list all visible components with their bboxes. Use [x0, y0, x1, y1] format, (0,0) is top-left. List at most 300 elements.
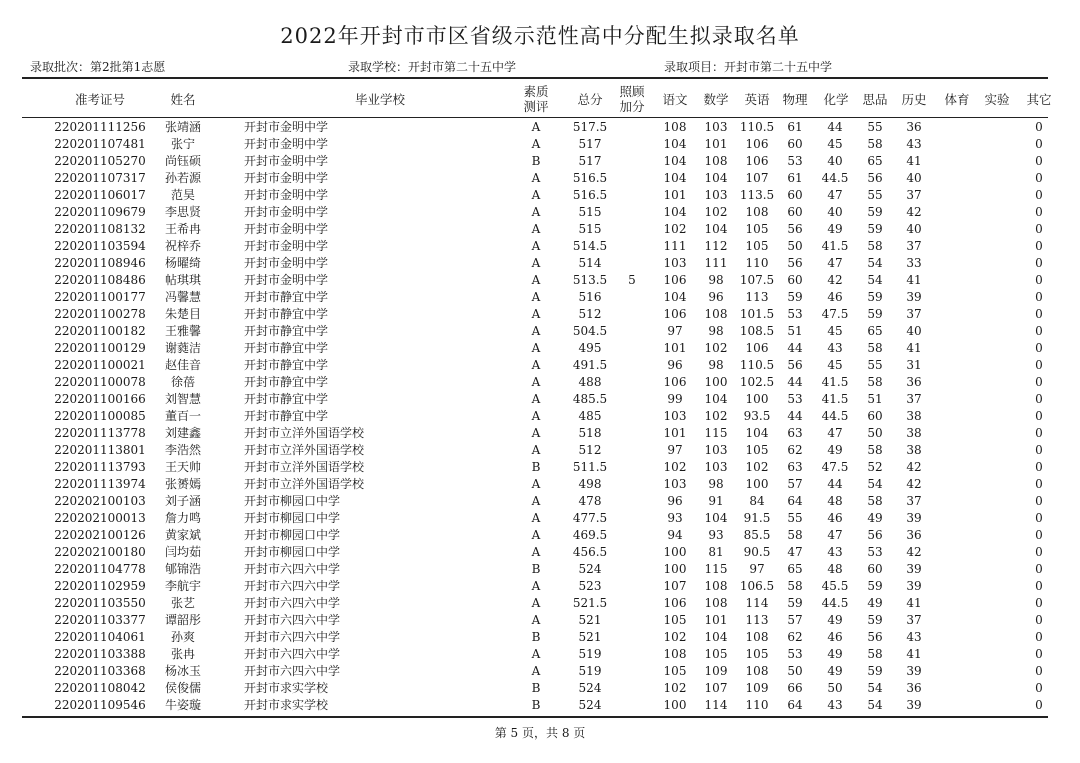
- cell-history: 40: [906, 222, 922, 236]
- cell-bonus: [616, 391, 648, 408]
- cell-total: 517: [578, 154, 602, 168]
- header-lab: 实验: [984, 92, 1010, 107]
- cell-quality: A: [531, 443, 541, 457]
- cell-id: 220201103377: [54, 613, 146, 627]
- cell-total: 517: [578, 137, 602, 151]
- table-row: [0, 119, 1080, 136]
- cell-total: 512: [578, 307, 602, 321]
- cell-physics: 47: [787, 545, 803, 559]
- cell-chinese: 102: [663, 681, 687, 695]
- cell-id: 220201103388: [54, 647, 146, 661]
- cell-pe: [940, 646, 974, 663]
- cell-other: 0: [1035, 120, 1043, 134]
- cell-math: 107: [704, 681, 728, 695]
- table-row: [0, 408, 1080, 425]
- table-row: [0, 187, 1080, 204]
- cell-quality: B: [531, 630, 541, 644]
- cell-chemistry: 49: [827, 647, 843, 661]
- cell-lab: [980, 153, 1014, 170]
- cell-bonus: [616, 697, 648, 714]
- cell-chinese: 103: [663, 409, 687, 423]
- cell-quality: A: [531, 579, 541, 593]
- cell-id: 220201109546: [54, 698, 146, 712]
- cell-bonus: [616, 646, 648, 663]
- cell-lab: [980, 595, 1014, 612]
- cell-total: 513.5: [572, 273, 608, 287]
- cell-id: 220201103550: [54, 596, 146, 610]
- cell-chinese: 105: [663, 664, 687, 678]
- cell-history: 40: [906, 324, 922, 338]
- cell-name: 徐蓓: [170, 375, 195, 389]
- cell-id: 220201108486: [54, 273, 146, 287]
- table-row: [0, 459, 1080, 476]
- cell-other: 0: [1035, 426, 1043, 440]
- cell-other: 0: [1035, 188, 1043, 202]
- cell-chinese: 100: [663, 545, 687, 559]
- cell-pe: [940, 323, 974, 340]
- header-history: 历史: [901, 92, 927, 107]
- header-quality: [520, 84, 552, 116]
- table-bottom-rule: [22, 716, 1048, 718]
- cell-quality: A: [531, 375, 541, 389]
- cell-lab: [980, 306, 1014, 323]
- cell-quality: A: [531, 171, 541, 185]
- cell-politics: 58: [867, 494, 883, 508]
- cell-history: 43: [906, 137, 922, 151]
- cell-physics: 61: [787, 171, 803, 185]
- cell-math: 108: [704, 307, 728, 321]
- cell-history: 42: [906, 545, 922, 559]
- cell-pe: [940, 238, 974, 255]
- cell-history: 33: [906, 256, 922, 270]
- cell-quality: A: [531, 545, 541, 559]
- cell-english: 108: [745, 630, 769, 644]
- cell-lab: [980, 272, 1014, 289]
- cell-other: 0: [1035, 358, 1043, 372]
- cell-pe: [940, 476, 974, 493]
- cell-chemistry: 49: [827, 664, 843, 678]
- cell-history: 41: [906, 273, 922, 287]
- cell-math: 105: [704, 647, 728, 661]
- cell-chemistry: 45: [827, 137, 843, 151]
- cell-name: 张赟嫣: [164, 477, 201, 491]
- cell-math: 104: [704, 630, 728, 644]
- cell-chinese: 106: [663, 596, 687, 610]
- cell-bonus: 5: [628, 273, 636, 287]
- admission-project: 录取项目：开封市第二十五中学: [664, 60, 833, 74]
- cell-quality: B: [531, 460, 541, 474]
- cell-chinese: 94: [667, 528, 683, 542]
- cell-chemistry: 50: [827, 681, 843, 695]
- header-bonus-line1: 照顾: [619, 84, 645, 99]
- header-school: 毕业学校: [354, 92, 405, 107]
- cell-english: 110: [745, 256, 769, 270]
- cell-pe: [940, 544, 974, 561]
- cell-bonus: [616, 221, 648, 238]
- cell-bonus: [616, 561, 648, 578]
- table-row: [0, 323, 1080, 340]
- cell-physics: 61: [787, 120, 803, 134]
- cell-pe: [940, 425, 974, 442]
- cell-english: 110.5: [739, 358, 775, 372]
- header-bonus: [616, 84, 648, 116]
- cell-politics: 65: [867, 154, 883, 168]
- table-row: [0, 544, 1080, 561]
- cell-physics: 60: [787, 205, 803, 219]
- cell-lab: [980, 255, 1014, 272]
- cell-pe: [940, 119, 974, 136]
- cell-school: 开封市六四六中学: [244, 630, 341, 644]
- cell-chemistry: 49: [827, 443, 843, 457]
- cell-chemistry: 44.5: [821, 596, 849, 610]
- cell-physics: 60: [787, 137, 803, 151]
- cell-name: 王希冉: [164, 222, 201, 236]
- cell-school: 开封市静宜中学: [244, 307, 329, 321]
- cell-english: 113: [745, 613, 769, 627]
- cell-id: 220201113793: [54, 460, 146, 474]
- cell-other: 0: [1035, 579, 1043, 593]
- cell-school: 开封市金明中学: [244, 256, 329, 270]
- cell-name: 王天帅: [164, 460, 201, 474]
- cell-politics: 59: [867, 579, 883, 593]
- cell-politics: 56: [867, 630, 883, 644]
- cell-lab: [980, 646, 1014, 663]
- cell-quality: A: [531, 307, 541, 321]
- cell-bonus: [616, 204, 648, 221]
- cell-name: 孙爽: [170, 630, 195, 644]
- cell-math: 101: [704, 137, 728, 151]
- cell-math: 111: [704, 256, 728, 270]
- cell-lab: [980, 663, 1014, 680]
- cell-school: 开封市静宜中学: [244, 375, 329, 389]
- cell-chemistry: 45: [827, 358, 843, 372]
- header-quality-line2: 测评: [523, 99, 549, 114]
- cell-politics: 58: [867, 647, 883, 661]
- cell-name: 李思贤: [164, 205, 201, 219]
- cell-math: 93: [708, 528, 724, 542]
- cell-id: 220201107481: [54, 137, 146, 151]
- cell-physics: 57: [787, 477, 803, 491]
- cell-history: 36: [906, 120, 922, 134]
- cell-chemistry: 40: [827, 154, 843, 168]
- cell-id: 220201103594: [54, 239, 146, 253]
- cell-lab: [980, 187, 1014, 204]
- cell-lab: [980, 357, 1014, 374]
- cell-quality: A: [531, 664, 541, 678]
- cell-name: 李航宇: [164, 579, 201, 593]
- cell-history: 43: [906, 630, 922, 644]
- cell-lab: [980, 561, 1014, 578]
- cell-politics: 59: [867, 205, 883, 219]
- cell-chinese: 103: [663, 477, 687, 491]
- cell-pe: [940, 153, 974, 170]
- cell-physics: 56: [787, 358, 803, 372]
- cell-other: 0: [1035, 528, 1043, 542]
- cell-english: 102: [745, 460, 769, 474]
- cell-id: 220201100078: [54, 375, 146, 389]
- cell-pe: [940, 527, 974, 544]
- cell-id: 220201100166: [54, 392, 146, 406]
- cell-total: 477.5: [572, 511, 608, 525]
- cell-chinese: 99: [667, 392, 683, 406]
- table-row: [0, 425, 1080, 442]
- cell-physics: 63: [787, 426, 803, 440]
- cell-name: 詹力鸣: [164, 511, 201, 525]
- table-row: [0, 680, 1080, 697]
- cell-math: 103: [704, 120, 728, 134]
- cell-other: 0: [1035, 256, 1043, 270]
- table-row: [0, 612, 1080, 629]
- cell-physics: 62: [787, 443, 803, 457]
- cell-chemistry: 49: [827, 613, 843, 627]
- cell-total: 478: [578, 494, 602, 508]
- cell-english: 102.5: [739, 375, 775, 389]
- cell-politics: 55: [867, 188, 883, 202]
- cell-total: 521.5: [572, 596, 608, 610]
- cell-history: 40: [906, 171, 922, 185]
- cell-politics: 55: [867, 120, 883, 134]
- cell-bonus: [616, 238, 648, 255]
- cell-pe: [940, 493, 974, 510]
- cell-id: 220202100103: [54, 494, 146, 508]
- table-row: [0, 374, 1080, 391]
- cell-history: 36: [906, 528, 922, 542]
- table-row: [0, 561, 1080, 578]
- cell-bonus: [616, 306, 648, 323]
- cell-pe: [940, 272, 974, 289]
- cell-school: 开封市金明中学: [244, 171, 329, 185]
- cell-chinese: 104: [663, 290, 687, 304]
- cell-chemistry: 41.5: [821, 239, 849, 253]
- cell-physics: 64: [787, 698, 803, 712]
- cell-physics: 44: [787, 375, 803, 389]
- admission-school: 录取学校：开封市第二十五中学: [348, 60, 517, 74]
- cell-politics: 52: [867, 460, 883, 474]
- cell-bonus: [616, 612, 648, 629]
- cell-politics: 56: [867, 171, 883, 185]
- cell-bonus: [616, 119, 648, 136]
- cell-math: 112: [704, 239, 728, 253]
- table-top-rule: [22, 77, 1048, 79]
- cell-school: 开封市金明中学: [244, 137, 329, 151]
- cell-politics: 54: [867, 273, 883, 287]
- cell-chemistry: 43: [827, 545, 843, 559]
- cell-politics: 59: [867, 613, 883, 627]
- cell-chinese: 100: [663, 562, 687, 576]
- header-math: 数学: [703, 92, 729, 107]
- cell-name: 黄家斌: [164, 528, 201, 542]
- cell-physics: 60: [787, 273, 803, 287]
- cell-bonus: [616, 578, 648, 595]
- cell-total: 485.5: [572, 392, 608, 406]
- cell-other: 0: [1035, 205, 1043, 219]
- cell-other: 0: [1035, 341, 1043, 355]
- cell-name: 谢蕤洁: [164, 341, 201, 355]
- table-row: [0, 629, 1080, 646]
- cell-quality: A: [531, 188, 541, 202]
- cell-math: 102: [704, 341, 728, 355]
- cell-politics: 54: [867, 681, 883, 695]
- cell-school: 开封市静宜中学: [244, 409, 329, 423]
- cell-politics: 65: [867, 324, 883, 338]
- cell-school: 开封市立洋外国语学校: [244, 426, 365, 440]
- cell-lab: [980, 527, 1014, 544]
- document-title: 2022年开封市市区省级示范性高中分配生拟录取名单: [280, 24, 800, 48]
- cell-physics: 44: [787, 341, 803, 355]
- cell-math: 101: [704, 613, 728, 627]
- cell-history: 31: [906, 358, 922, 372]
- cell-quality: B: [531, 681, 541, 695]
- cell-id: 220201106017: [54, 188, 146, 202]
- cell-chinese: 107: [663, 579, 687, 593]
- cell-name: 王雅馨: [164, 324, 201, 338]
- cell-chemistry: 44.5: [821, 171, 849, 185]
- cell-total: 514.5: [572, 239, 608, 253]
- cell-physics: 60: [787, 188, 803, 202]
- cell-id: 220201100129: [54, 341, 146, 355]
- cell-name: 张冉: [170, 647, 195, 661]
- cell-lab: [980, 136, 1014, 153]
- cell-politics: 54: [867, 698, 883, 712]
- cell-english: 107: [745, 171, 769, 185]
- cell-name: 孙若源: [164, 171, 201, 185]
- cell-politics: 58: [867, 375, 883, 389]
- cell-id: 220201109679: [54, 205, 146, 219]
- cell-quality: A: [531, 392, 541, 406]
- cell-chinese: 104: [663, 137, 687, 151]
- cell-english: 93.5: [743, 409, 771, 423]
- cell-quality: B: [531, 154, 541, 168]
- cell-school: 开封市立洋外国语学校: [244, 477, 365, 491]
- cell-school: 开封市金明中学: [244, 188, 329, 202]
- cell-total: 515: [578, 222, 602, 236]
- cell-total: 469.5: [572, 528, 608, 542]
- cell-quality: A: [531, 137, 541, 151]
- cell-other: 0: [1035, 222, 1043, 236]
- cell-math: 98: [708, 324, 724, 338]
- admission-batch: 录取批次：第2批第1志愿: [30, 60, 166, 74]
- cell-physics: 57: [787, 613, 803, 627]
- cell-history: 42: [906, 477, 922, 491]
- cell-name: 张靖涵: [164, 120, 201, 134]
- cell-english: 105: [745, 647, 769, 661]
- cell-name: 郇锦浩: [164, 562, 201, 576]
- cell-quality: A: [531, 273, 541, 287]
- cell-other: 0: [1035, 545, 1043, 559]
- cell-school: 开封市六四六中学: [244, 596, 341, 610]
- cell-chemistry: 47: [827, 528, 843, 542]
- cell-other: 0: [1035, 460, 1043, 474]
- cell-other: 0: [1035, 137, 1043, 151]
- cell-school: 开封市金明中学: [244, 120, 329, 134]
- cell-physics: 53: [787, 647, 803, 661]
- cell-school: 开封市立洋外国语学校: [244, 443, 365, 457]
- cell-history: 37: [906, 188, 922, 202]
- cell-school: 开封市立洋外国语学校: [244, 460, 365, 474]
- cell-chemistry: 48: [827, 494, 843, 508]
- cell-lab: [980, 204, 1014, 221]
- cell-bonus: [616, 289, 648, 306]
- cell-school: 开封市六四六中学: [244, 562, 341, 576]
- cell-name: 刘建鑫: [164, 426, 201, 440]
- cell-quality: A: [531, 613, 541, 627]
- cell-physics: 59: [787, 596, 803, 610]
- cell-math: 104: [704, 511, 728, 525]
- cell-math: 115: [704, 426, 728, 440]
- cell-english: 105: [745, 239, 769, 253]
- cell-chinese: 102: [663, 222, 687, 236]
- cell-school: 开封市金明中学: [244, 239, 329, 253]
- cell-bonus: [616, 323, 648, 340]
- cell-other: 0: [1035, 409, 1043, 423]
- cell-physics: 62: [787, 630, 803, 644]
- cell-chemistry: 45.5: [821, 579, 849, 593]
- cell-other: 0: [1035, 392, 1043, 406]
- cell-total: 514: [578, 256, 602, 270]
- cell-other: 0: [1035, 562, 1043, 576]
- cell-english: 110: [745, 698, 769, 712]
- cell-quality: A: [531, 596, 541, 610]
- table-row: [0, 204, 1080, 221]
- cell-english: 85.5: [743, 528, 771, 542]
- cell-name: 谭韶彤: [164, 613, 201, 627]
- table-row: [0, 493, 1080, 510]
- cell-lab: [980, 391, 1014, 408]
- cell-english: 106: [745, 341, 769, 355]
- cell-name: 刘智慧: [164, 392, 201, 406]
- cell-id: 220202100126: [54, 528, 146, 542]
- cell-other: 0: [1035, 443, 1043, 457]
- cell-bonus: [616, 374, 648, 391]
- cell-quality: A: [531, 528, 541, 542]
- cell-chemistry: 46: [827, 630, 843, 644]
- cell-chemistry: 44: [827, 120, 843, 134]
- cell-total: 495: [578, 341, 602, 355]
- cell-history: 41: [906, 341, 922, 355]
- cell-total: 504.5: [572, 324, 608, 338]
- cell-history: 38: [906, 426, 922, 440]
- cell-total: 515: [578, 205, 602, 219]
- cell-math: 81: [708, 545, 724, 559]
- header-id: 准考证号: [74, 92, 125, 107]
- table-row: [0, 510, 1080, 527]
- cell-quality: A: [531, 511, 541, 525]
- cell-id: 220201100278: [54, 307, 146, 321]
- cell-other: 0: [1035, 647, 1043, 661]
- cell-name: 侯俊儒: [164, 681, 201, 695]
- cell-name: 杨曜绮: [164, 256, 201, 270]
- cell-total: 491.5: [572, 358, 608, 372]
- cell-pe: [940, 442, 974, 459]
- cell-chinese: 111: [663, 239, 687, 253]
- cell-english: 100: [745, 477, 769, 491]
- cell-other: 0: [1035, 613, 1043, 627]
- table-row: [0, 663, 1080, 680]
- cell-math: 103: [704, 188, 728, 202]
- cell-quality: A: [531, 205, 541, 219]
- cell-physics: 55: [787, 511, 803, 525]
- cell-history: 36: [906, 375, 922, 389]
- cell-math: 104: [704, 222, 728, 236]
- cell-english: 106.5: [739, 579, 775, 593]
- cell-chemistry: 40: [827, 205, 843, 219]
- cell-politics: 50: [867, 426, 883, 440]
- cell-id: 220201104778: [54, 562, 146, 576]
- header-pe: 体育: [944, 92, 970, 107]
- cell-name: 赵佳音: [164, 358, 201, 372]
- cell-quality: A: [531, 341, 541, 355]
- cell-school: 开封市六四六中学: [244, 647, 341, 661]
